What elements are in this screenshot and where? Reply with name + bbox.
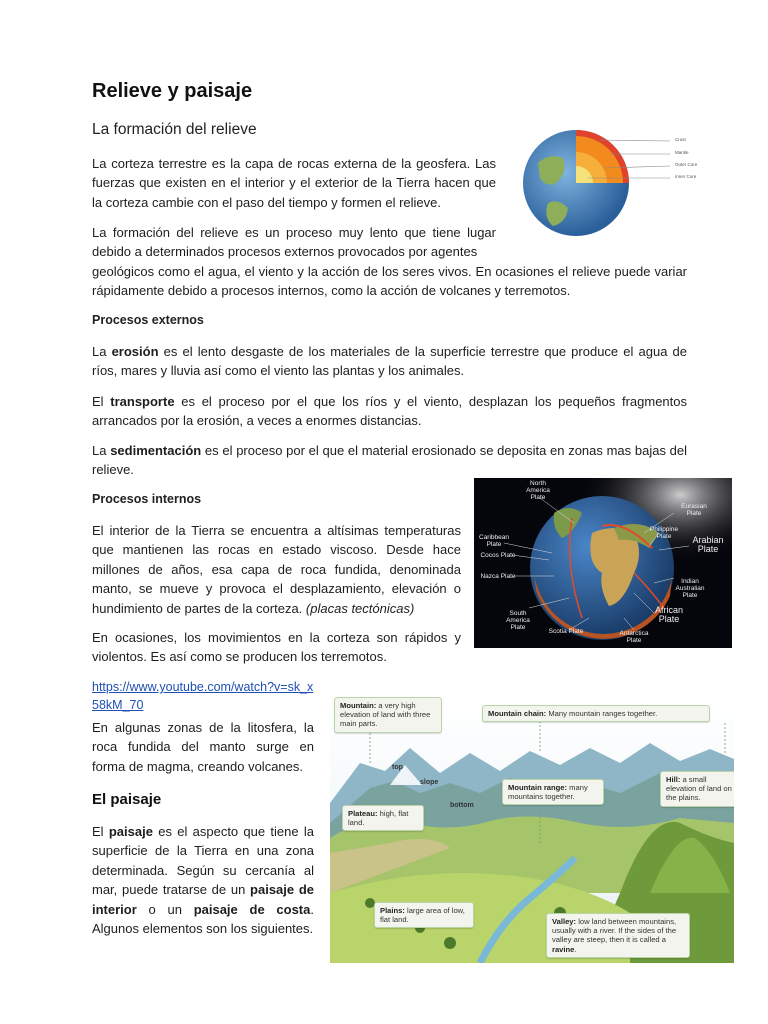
transporte-paragraph: El transporte es el proceso por el que los ríos y el viento, desplazan los pequeños fragmentos arrancados por la erosión, a veces a enormes distancias.	[92, 394, 688, 429]
mantle-label: Mantle	[675, 150, 689, 155]
caribbean-plate-label: Caribbean Plate	[479, 534, 509, 548]
formation-paragraph-a: La formación del relieve es un proceso muy lento que tiene lugar debido a determinados procesos externos provocados por agentes	[92, 225, 496, 260]
plateau-callout: Plateau: high, flat land.	[342, 805, 424, 831]
indian-plate-label: Indian Australian Plate	[675, 578, 705, 599]
paisaje-paragraph: El paisaje es el aspecto que tiene la superficie de la Tierra en una zona determinada. Según su cercanía al mar, puede tratarse de un paisaje de interior o un paisaje de costa. Algunos elementos son los siguientes.	[92, 824, 315, 937]
philippine-plate-label: Philippine Plate	[649, 526, 679, 540]
eurasian-plate-label: Eurasian Plate	[681, 503, 707, 517]
mountain-range-callout: Mountain range: many mountains together.	[502, 779, 604, 805]
cocos-plate-label: Cocos Plate	[480, 552, 516, 559]
tectonic-plates-image	[474, 478, 732, 648]
antarctic-plate-label: Antarctica Plate	[619, 630, 649, 644]
volcanes-paragraph: En algunas zonas de la litosfera, la roca fundida del manto surge en forma de magma, creando volcanes.	[92, 720, 314, 774]
outer-core-label: Outer Core	[675, 162, 698, 167]
plains-callout: Plains: large area of low, flat land.	[374, 902, 474, 928]
nazca-plate-label: Nazca Plate	[480, 573, 516, 580]
youtube-link[interactable]: https://www.youtube.com/watch?v=sk_x 58kM_70	[92, 680, 314, 712]
hill-callout: Hill: a small elevation of land on the plains.	[660, 771, 734, 807]
youtube-link-block	[92, 678, 322, 714]
african-plate-label: African Plate	[654, 605, 683, 624]
top-label: top	[392, 764, 403, 771]
internos-heading: Procesos internos	[92, 492, 202, 506]
erosion-paragraph: La erosión es el lento desgaste de los materiales de la superficie terrestre que produce el agua de ríos, mares y lluvia así como el viento las plantas y los animales.	[92, 344, 687, 379]
mountain-chain-callout: Mountain chain: Many mountain ranges together.	[482, 705, 710, 722]
valley-callout: Valley: low land between mountains, usually with a river. If the sides of the valley are steep, then it is called a ravine.	[546, 913, 690, 958]
section-subtitle: La formación del relieve	[92, 121, 257, 138]
internos-paragraph-1: El interior de la Tierra se encuentra a altísimas temperaturas que mantienen las rocas en estado viscoso. Desde hace millones de años, esa capa de roca fundida, denominada manto, se mueve y provoca el desplazamiento, elevación o hundimiento de partes de la corteza. (placas tectónicas)	[92, 523, 461, 616]
earth-layers-image	[518, 128, 728, 238]
paisaje-heading: El paisaje	[92, 791, 162, 808]
arabian-plate-label: Arabian Plate	[692, 535, 724, 554]
inner-core-label: Inner Core	[675, 174, 697, 179]
crust-label: Crust	[675, 137, 686, 142]
internos-paragraph-2: En ocasiones, los movimientos en la corteza son rápidos y violentos. Es así como se producen los terremotos.	[92, 630, 461, 665]
landscape-illustration	[330, 693, 734, 963]
sedimentacion-paragraph: La sedimentación es el proceso por el que el material erosionado se deposita en zonas mas bajas del relieve.	[92, 443, 688, 478]
mountain-callout: Mountain: a very high elevation of land with three main parts.	[334, 697, 442, 733]
intro-paragraph: La corteza terrestre es la capa de rocas externa de la geosfera. Las fuerzas que existen en el interior y el exterior de la Tierra hacen que la corteza cambie con el paso del tiempo y formen el relieve.	[92, 156, 496, 210]
north-america-plate-label: North America Plate	[526, 480, 550, 501]
formation-paragraph-b: geológicos como el agua, el viento y la acción de los seres vivos. En ocasiones el relieve puede variar rápidamente debido a procesos internos, como la acción de volcanes y terremotos.	[92, 264, 687, 299]
page-title: Relieve y paisaje	[92, 80, 253, 102]
bottom-label: bottom	[450, 802, 474, 809]
south-america-plate-label: South America Plate	[506, 610, 530, 631]
externos-heading: Procesos externos	[92, 313, 204, 327]
scotia-plate-label: Scotia Plate	[548, 628, 584, 635]
slope-label: slope	[420, 779, 439, 786]
